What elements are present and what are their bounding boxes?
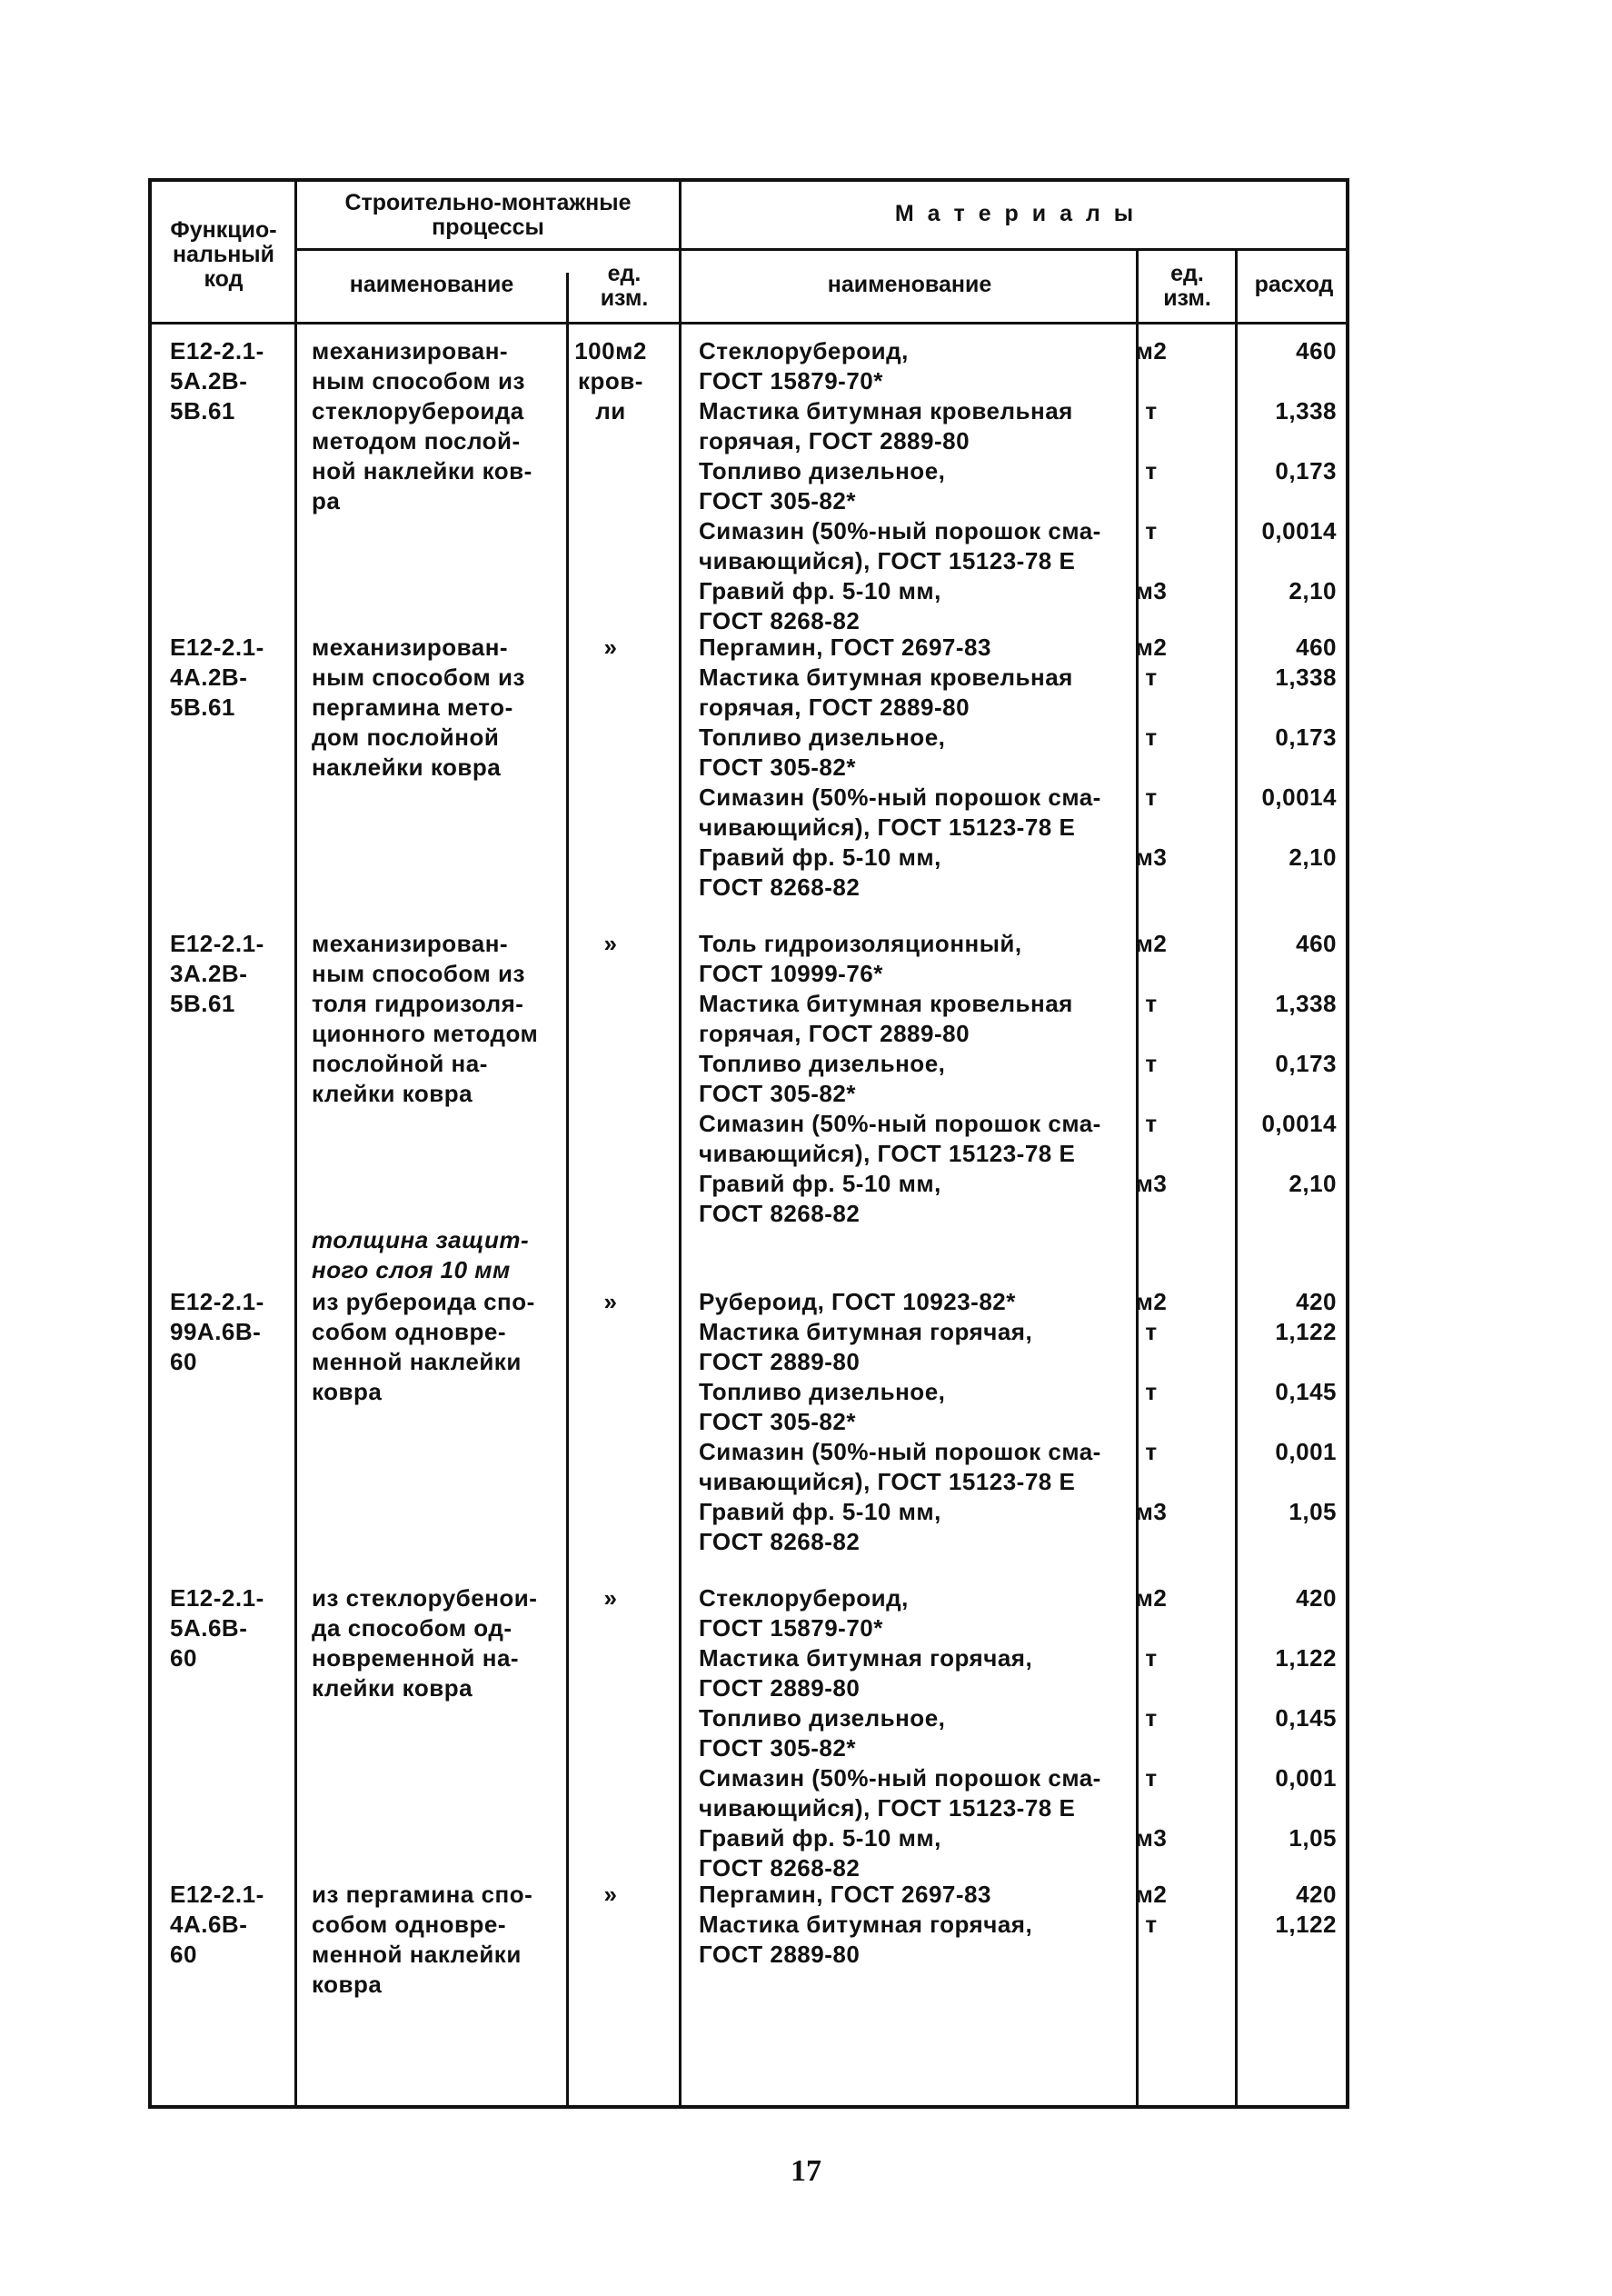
material-unit: м2 bbox=[1135, 1584, 1168, 1612]
process-name: из пергамина спо- bbox=[312, 1881, 533, 1908]
material-unit: т bbox=[1145, 1764, 1158, 1792]
material-name: ГОСТ 15879-70* bbox=[699, 367, 883, 394]
material-name: ГОСТ 305-82* bbox=[699, 1080, 856, 1107]
process-name: менной наклейки bbox=[312, 1348, 522, 1375]
function-code: 5В.61 bbox=[170, 397, 235, 424]
material-unit: м2 bbox=[1135, 930, 1168, 957]
process-unit: » bbox=[603, 634, 618, 661]
material-name: ГОСТ 8268-82 bbox=[699, 873, 861, 901]
material-qty: 0,145 bbox=[1275, 1378, 1337, 1405]
process-unit: ли bbox=[595, 397, 626, 424]
process-name: ным способом из bbox=[312, 664, 525, 691]
function-code: 60 bbox=[170, 1941, 197, 1968]
process-name: ным способом из bbox=[312, 367, 525, 394]
table-body bbox=[152, 182, 1346, 2105]
material-qty: 420 bbox=[1296, 1288, 1337, 1315]
header-processes: Строительно-монтажные процессы bbox=[344, 190, 632, 240]
process-name: ра bbox=[312, 487, 341, 514]
material-name: Топливо дизельное, bbox=[699, 724, 946, 751]
function-code: 5В.61 bbox=[170, 694, 235, 721]
material-unit: м2 bbox=[1135, 337, 1168, 364]
material-name: Гравий фр. 5-10 мм, bbox=[699, 844, 941, 871]
material-unit: м3 bbox=[1135, 1824, 1168, 1852]
function-code: 99А.6В- bbox=[170, 1318, 262, 1345]
material-unit: т bbox=[1145, 1050, 1158, 1077]
process-name: из рубероида спо- bbox=[312, 1288, 535, 1315]
material-unit: т bbox=[1145, 517, 1158, 544]
material-name: Мастика битумная кровельная bbox=[699, 664, 1073, 691]
process-name: ковра bbox=[312, 1971, 383, 1998]
subheading: ного слоя 10 мм bbox=[312, 1256, 511, 1283]
material-qty: 0,0014 bbox=[1261, 1110, 1337, 1137]
material-unit: т bbox=[1145, 397, 1158, 424]
material-qty: 2,10 bbox=[1289, 844, 1337, 871]
material-qty: 1,338 bbox=[1275, 990, 1337, 1017]
material-name: Мастика битумная горячая, bbox=[699, 1318, 1033, 1345]
header-proc-unit: ед. изм. bbox=[600, 261, 649, 311]
process-unit: 100м2 bbox=[574, 337, 647, 364]
material-qty: 0,001 bbox=[1275, 1764, 1337, 1792]
material-name: Симазин (50%-ный порошок сма- bbox=[699, 784, 1101, 811]
material-name: ГОСТ 305-82* bbox=[699, 1734, 856, 1762]
process-unit: кров- bbox=[578, 367, 643, 394]
material-qty: 0,173 bbox=[1275, 724, 1337, 751]
material-name: ГОСТ 305-82* bbox=[699, 754, 856, 781]
page-number: 17 bbox=[791, 2154, 821, 2188]
material-unit: м2 bbox=[1135, 1288, 1168, 1315]
material-unit: т bbox=[1145, 664, 1158, 691]
function-code: Е12-2.1- bbox=[170, 1288, 264, 1315]
material-name: Топливо дизельное, bbox=[699, 1704, 946, 1732]
process-name: ным способом из bbox=[312, 960, 525, 987]
material-name: ГОСТ 2889-80 bbox=[699, 1348, 861, 1375]
process-name: клейки ковра bbox=[312, 1080, 473, 1107]
material-name: ГОСТ 305-82* bbox=[699, 487, 856, 514]
materials-table bbox=[148, 178, 1349, 2109]
material-qty: 1,338 bbox=[1275, 664, 1337, 691]
material-qty: 1,05 bbox=[1289, 1498, 1337, 1525]
material-name: Симазин (50%-ный порошок сма- bbox=[699, 1764, 1101, 1792]
function-code: Е12-2.1- bbox=[170, 634, 264, 661]
material-qty: 420 bbox=[1296, 1881, 1337, 1908]
material-name: ГОСТ 10999-76* bbox=[699, 960, 883, 987]
function-code: 5А.2В- bbox=[170, 367, 248, 394]
process-name: пергамина мето- bbox=[312, 694, 513, 721]
material-qty: 0,173 bbox=[1275, 1050, 1337, 1077]
material-name: Топливо дизельное, bbox=[699, 1050, 946, 1077]
material-name: Симазин (50%-ный порошок сма- bbox=[699, 1438, 1101, 1465]
process-name: толя гидроизоля- bbox=[312, 990, 524, 1017]
function-code: Е12-2.1- bbox=[170, 337, 264, 364]
function-code: 60 bbox=[170, 1644, 197, 1672]
material-unit: т bbox=[1145, 1644, 1158, 1672]
header-mat-qty: расход bbox=[1254, 272, 1334, 297]
function-code: 4А.2В- bbox=[170, 664, 248, 691]
material-name: Мастика битумная горячая, bbox=[699, 1644, 1033, 1672]
function-code: Е12-2.1- bbox=[170, 930, 264, 957]
material-qty: 2,10 bbox=[1289, 577, 1337, 604]
material-name: чивающийся), ГОСТ 15123-78 Е bbox=[699, 814, 1076, 841]
material-name: Гравий фр. 5-10 мм, bbox=[699, 1824, 941, 1852]
material-qty: 0,001 bbox=[1275, 1438, 1337, 1465]
process-unit: » bbox=[603, 1288, 618, 1315]
material-name: Симазин (50%-ный порошок сма- bbox=[699, 517, 1101, 544]
function-code: 5А.6В- bbox=[170, 1614, 248, 1642]
material-qty: 1,05 bbox=[1289, 1824, 1337, 1852]
function-code: 60 bbox=[170, 1348, 197, 1375]
material-qty: 460 bbox=[1296, 634, 1337, 661]
material-unit: м3 bbox=[1135, 577, 1168, 604]
material-unit: м3 bbox=[1135, 844, 1168, 871]
subheading: толщина защит- bbox=[312, 1226, 530, 1253]
function-code: 5В.61 bbox=[170, 990, 235, 1017]
header-mat-name: наименование bbox=[827, 272, 992, 297]
material-name: Рубероид, ГОСТ 10923-82* bbox=[699, 1288, 1016, 1315]
material-qty: 420 bbox=[1296, 1584, 1337, 1612]
material-name: чивающийся), ГОСТ 15123-78 Е bbox=[699, 1468, 1076, 1495]
material-name: Пергамин, ГОСТ 2697-83 bbox=[699, 1881, 991, 1908]
material-unit: т bbox=[1145, 784, 1158, 811]
material-qty: 0,173 bbox=[1275, 457, 1337, 484]
process-name: послойной на- bbox=[312, 1050, 488, 1077]
material-unit: м3 bbox=[1135, 1498, 1168, 1525]
material-name: чивающийся), ГОСТ 15123-78 Е bbox=[699, 1794, 1076, 1822]
material-name: Симазин (50%-ный порошок сма- bbox=[699, 1110, 1101, 1137]
material-name: ГОСТ 8268-82 bbox=[699, 607, 861, 634]
material-name: Топливо дизельное, bbox=[699, 1378, 946, 1405]
material-unit: м3 bbox=[1135, 1170, 1168, 1197]
material-name: ГОСТ 15879-70* bbox=[699, 1614, 883, 1642]
material-unit: т bbox=[1145, 1704, 1158, 1732]
header-code: Функцио- нальный код bbox=[170, 217, 277, 292]
material-unit: т bbox=[1145, 1378, 1158, 1405]
material-qty: 0,0014 bbox=[1261, 784, 1337, 811]
material-qty: 1,122 bbox=[1275, 1318, 1337, 1345]
material-name: Гравий фр. 5-10 мм, bbox=[699, 1170, 941, 1197]
material-unit: т bbox=[1145, 990, 1158, 1017]
material-name: ГОСТ 2889-80 bbox=[699, 1674, 861, 1702]
material-name: горячая, ГОСТ 2889-80 bbox=[699, 1020, 970, 1047]
header-mat-unit: ед. изм. bbox=[1163, 261, 1211, 311]
material-name: чивающийся), ГОСТ 15123-78 Е bbox=[699, 547, 1076, 574]
process-name: собом одновре- bbox=[312, 1318, 507, 1345]
material-name: ГОСТ 8268-82 bbox=[699, 1528, 861, 1555]
process-name: новременной на- bbox=[312, 1644, 520, 1672]
function-code: Е12-2.1- bbox=[170, 1881, 264, 1908]
material-name: ГОСТ 2889-80 bbox=[699, 1941, 861, 1968]
material-name: Толь гидроизоляционный, bbox=[699, 930, 1022, 957]
process-name: собом одновре- bbox=[312, 1911, 507, 1938]
process-name: да способом од- bbox=[312, 1614, 512, 1642]
material-unit: т bbox=[1145, 1438, 1158, 1465]
process-name: ковра bbox=[312, 1378, 383, 1405]
function-code: Е12-2.1- bbox=[170, 1584, 264, 1612]
material-qty: 1,122 bbox=[1275, 1911, 1337, 1938]
process-name: ной наклейки ков- bbox=[312, 457, 532, 484]
material-unit: т bbox=[1145, 1110, 1158, 1137]
material-name: Топливо дизельное, bbox=[699, 457, 946, 484]
process-unit: » bbox=[603, 1584, 618, 1612]
process-name: стеклорубероида bbox=[312, 397, 524, 424]
material-name: ГОСТ 8268-82 bbox=[699, 1200, 861, 1227]
material-unit: т bbox=[1145, 1911, 1158, 1938]
material-name: Мастика битумная кровельная bbox=[699, 397, 1073, 424]
process-name: механизирован- bbox=[312, 930, 509, 957]
process-name: методом послой- bbox=[312, 427, 521, 454]
process-name: из стеклорубенои- bbox=[312, 1584, 538, 1612]
material-qty: 460 bbox=[1296, 337, 1337, 364]
material-unit: м2 bbox=[1135, 634, 1168, 661]
material-name: Гравий фр. 5-10 мм, bbox=[699, 1498, 941, 1525]
material-name: ГОСТ 8268-82 bbox=[699, 1854, 861, 1882]
material-name: горячая, ГОСТ 2889-80 bbox=[699, 427, 970, 454]
material-name: Стеклорубероид, bbox=[699, 337, 909, 364]
function-code: 3А.2В- bbox=[170, 960, 248, 987]
material-qty: 0,145 bbox=[1275, 1704, 1337, 1732]
process-unit: » bbox=[603, 930, 618, 957]
material-name: Мастика битумная горячая, bbox=[699, 1911, 1033, 1938]
material-name: Гравий фр. 5-10 мм, bbox=[699, 577, 941, 604]
material-unit: м2 bbox=[1135, 1881, 1168, 1908]
process-name: дом послойной bbox=[312, 724, 500, 751]
material-name: Стеклорубероид, bbox=[699, 1584, 909, 1612]
process-name: ционного методом bbox=[312, 1020, 539, 1047]
material-name: чивающийся), ГОСТ 15123-78 Е bbox=[699, 1140, 1076, 1167]
material-qty: 2,10 bbox=[1289, 1170, 1337, 1197]
material-name: Пергамин, ГОСТ 2697-83 bbox=[699, 634, 991, 661]
header-materials: М а т е р и а л ы bbox=[894, 201, 1138, 226]
material-name: Мастика битумная кровельная bbox=[699, 990, 1073, 1017]
material-unit: т bbox=[1145, 457, 1158, 484]
process-name: механизирован- bbox=[312, 337, 509, 364]
material-qty: 0,0014 bbox=[1261, 517, 1337, 544]
material-qty: 460 bbox=[1296, 930, 1337, 957]
process-name: механизирован- bbox=[312, 634, 509, 661]
material-unit: т bbox=[1145, 1318, 1158, 1345]
material-unit: т bbox=[1145, 724, 1158, 751]
process-unit: » bbox=[603, 1881, 618, 1908]
process-name: наклейки ковра bbox=[312, 754, 502, 781]
material-qty: 1,122 bbox=[1275, 1644, 1337, 1672]
process-name: менной наклейки bbox=[312, 1941, 522, 1968]
process-name: клейки ковра bbox=[312, 1674, 473, 1702]
material-qty: 1,338 bbox=[1275, 397, 1337, 424]
function-code: 4А.6В- bbox=[170, 1911, 248, 1938]
material-name: горячая, ГОСТ 2889-80 bbox=[699, 694, 970, 721]
header-proc-name: наименование bbox=[349, 272, 514, 297]
material-name: ГОСТ 305-82* bbox=[699, 1408, 856, 1435]
